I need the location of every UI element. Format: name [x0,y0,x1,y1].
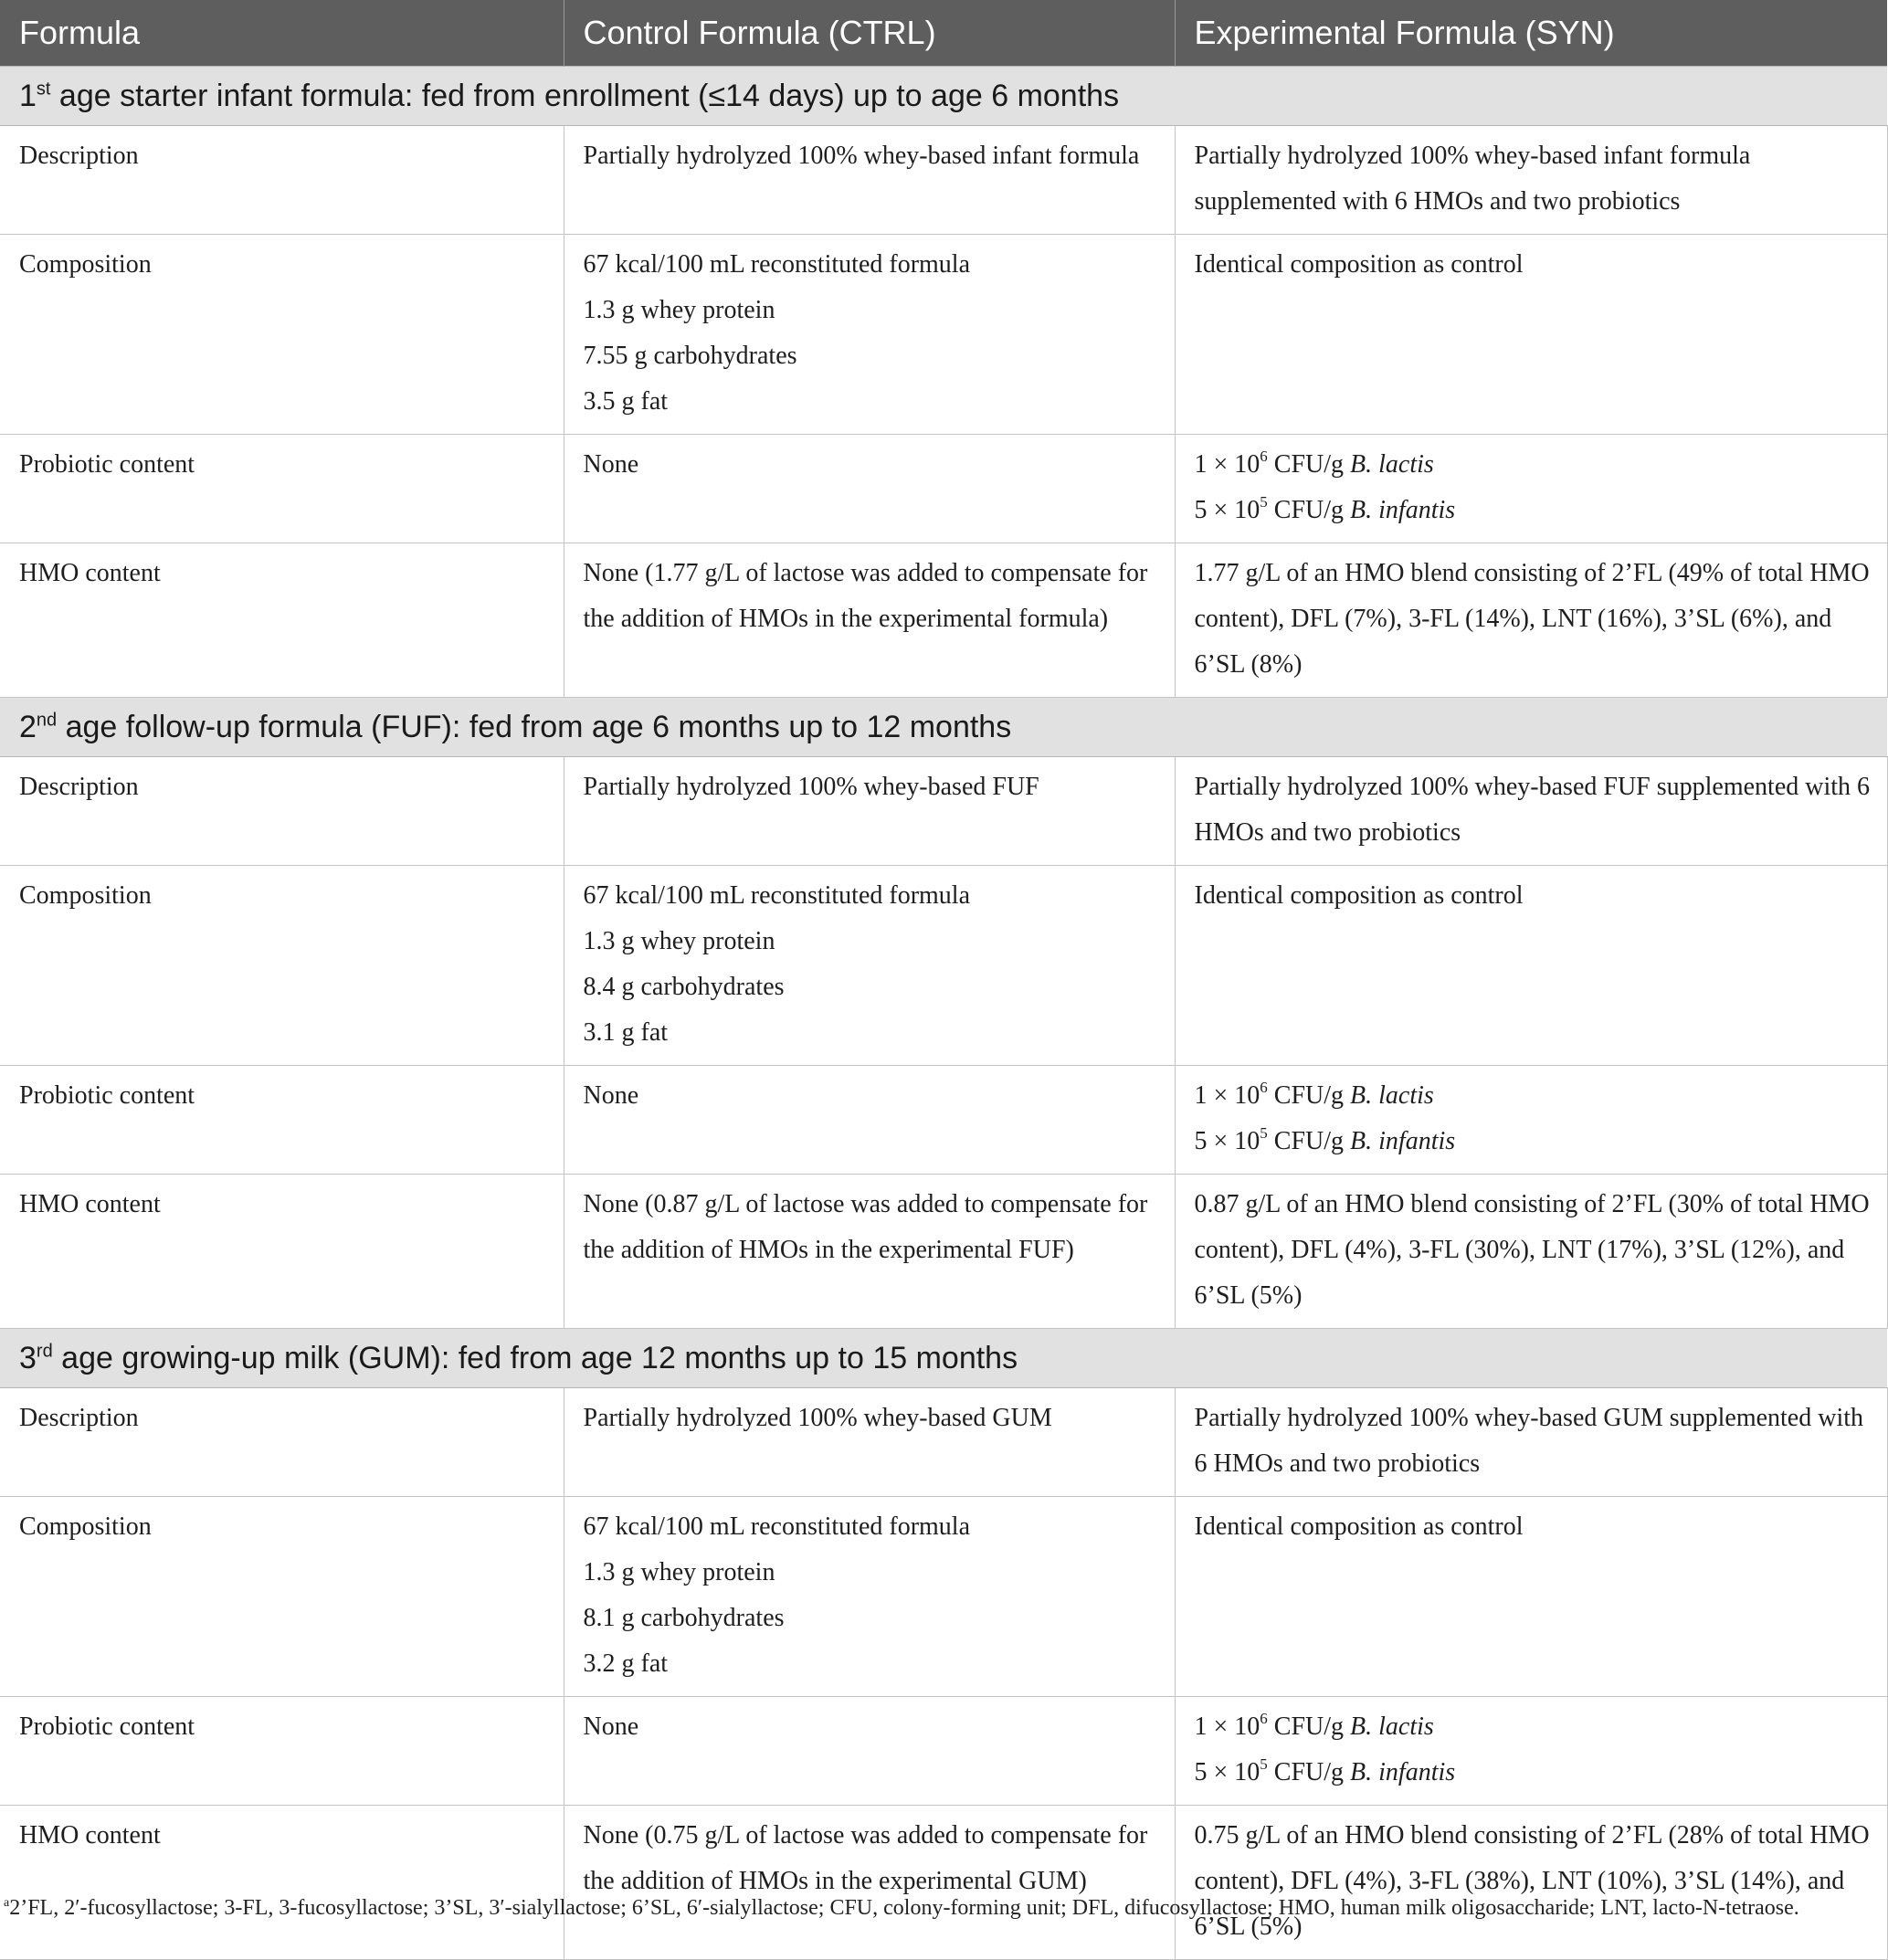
probiotic-unit: CFU/g [1267,1127,1351,1155]
probiotic-species: B. infantis [1350,1127,1456,1155]
composition-line: 1.3 g whey protein [583,927,775,955]
section-title-text: age growing-up milk (GUM): fed from age 12 months up to 15 months [52,1340,1018,1375]
experimental-cell: Identical composition as control [1175,235,1887,435]
section-title-text: age follow-up formula (FUF): fed from age 6 months up to 12 months [57,709,1012,744]
probiotic-unit: CFU/g [1267,1081,1351,1110]
table-row [0,435,1887,543]
footnote-text: 2’FL, 2′-fucosyllactose; 3-FL, 3-fucosyllactose; 3’SL, 3′-sialyllactose; 6’SL, 6′-sialyllactose; CFU, colony-forming unit; DFL, difucosyllactose; HMO, human milk oligosaccharide; LNT, lacto-N-tetraose. [9,1896,1799,1920]
section-ordinal: 2 [19,709,37,744]
section-title [0,67,1887,126]
table-row [0,235,1887,435]
control-cell [564,235,1175,435]
composition-line: 3.5 g fat [583,387,669,416]
probiotic-line [1195,488,1874,533]
composition-line: 8.4 g carbohydrates [583,973,785,1001]
experimental-cell: Identical composition as control [1175,1497,1887,1697]
section-title [0,698,1887,757]
probiotic-count: 5 × 10 [1194,1758,1260,1786]
control-cell: None [564,435,1175,543]
composition-line: 7.55 g carbohydrates [583,342,797,370]
footnote-marker: a [4,1896,10,1910]
section-ordinal-suffix: rd [36,1341,53,1362]
experimental-cell [1175,435,1887,543]
composition-line: 3.2 g fat [583,1649,669,1678]
control-cell [564,1497,1175,1697]
control-cell: None [564,1697,1175,1806]
table-row [0,1175,1887,1329]
row-label: Composition [0,235,564,435]
probiotic-unit: CFU/g [1267,1712,1351,1741]
composition-line: 67 kcal/100 mL reconstituted formula [583,881,971,910]
probiotic-exponent: 6 [1260,447,1268,465]
table-row [0,1697,1887,1806]
probiotic-exponent: 5 [1260,492,1268,511]
experimental-cell: Identical composition as control [1175,866,1887,1066]
probiotic-line [1195,1750,1874,1796]
table-row [0,1066,1887,1175]
probiotic-species: B. lactis [1350,1081,1434,1110]
probiotic-line [1195,1704,1874,1750]
control-cell [564,866,1175,1066]
row-label: HMO content [0,1175,564,1329]
experimental-cell: Partially hydrolyzed 100% whey-based GUM supplemented with 6 HMOs and two probiotics [1175,1388,1887,1497]
composition-line: 3.1 g fat [583,1018,669,1047]
table-row [0,1497,1887,1697]
probiotic-exponent: 5 [1260,1755,1268,1773]
probiotic-unit: CFU/g [1267,450,1351,479]
header-formula: Formula [0,0,564,67]
control-cell: None (0.87 g/L of lactose was added to compensate for the addition of HMOs in the experimental FUF) [564,1175,1175,1329]
table-footnote [0,1887,1883,1924]
table-row [0,757,1887,866]
control-cell: None (1.77 g/L of lactose was added to compensate for the addition of HMOs in the experimental formula) [564,543,1175,698]
control-cell: None [564,1066,1175,1175]
section-header-3rd-age [0,1329,1887,1388]
control-cell: Partially hydrolyzed 100% whey-based FUF [564,757,1175,866]
row-label: HMO content [0,1806,564,1960]
table-row [0,126,1887,235]
section-header-1st-age [0,67,1887,126]
experimental-cell: Partially hydrolyzed 100% whey-based infant formula supplemented with 6 HMOs and two probiotics [1175,126,1887,235]
section-ordinal-suffix: nd [36,710,58,731]
section-header-2nd-age [0,698,1887,757]
probiotic-line [1195,442,1874,488]
probiotic-species: B. lactis [1350,1712,1434,1741]
probiotic-count: 1 × 10 [1194,1081,1260,1110]
experimental-cell [1175,1697,1887,1806]
section-title-text: age starter infant formula: fed from enrollment (≤14 days) up to age 6 months [50,78,1120,113]
row-label: Probiotic content [0,435,564,543]
table-row [0,1388,1887,1497]
probiotic-line [1195,1073,1874,1119]
experimental-cell: 1.77 g/L of an HMO blend consisting of 2’FL (49% of total HMO content), DFL (7%), 3-FL (14%), LNT (16%), 3’SL (6%), and 6’SL (8%) [1175,543,1887,698]
control-cell: Partially hydrolyzed 100% whey-based GUM [564,1388,1175,1497]
probiotic-line [1195,1119,1874,1164]
probiotic-count: 5 × 10 [1194,1127,1260,1155]
experimental-cell: Partially hydrolyzed 100% whey-based FUF supplemented with 6 HMOs and two probiotics [1175,757,1887,866]
row-label: Composition [0,1497,564,1697]
probiotic-count: 1 × 10 [1194,450,1260,479]
probiotic-exponent: 6 [1260,1078,1268,1096]
probiotic-count: 1 × 10 [1194,1712,1260,1741]
composition-line: 1.3 g whey protein [583,296,775,324]
header-control: Control Formula (CTRL) [564,0,1175,67]
composition-line: 8.1 g carbohydrates [583,1604,785,1632]
row-label: Probiotic content [0,1697,564,1806]
probiotic-species: B. infantis [1350,1758,1456,1786]
probiotic-species: B. lactis [1350,450,1434,479]
experimental-cell: 0.87 g/L of an HMO blend consisting of 2’FL (30% of total HMO content), DFL (4%), 3-FL (30%), LNT (17%), 3’SL (12%), and 6’SL (5%) [1175,1175,1887,1329]
row-label: Probiotic content [0,1066,564,1175]
section-ordinal: 1 [19,78,37,113]
table-row [0,543,1887,698]
row-label: Description [0,757,564,866]
probiotic-exponent: 6 [1260,1709,1268,1727]
composition-line: 67 kcal/100 mL reconstituted formula [583,1512,971,1541]
composition-line: 1.3 g whey protein [583,1558,775,1586]
section-ordinal: 3 [19,1340,37,1375]
section-ordinal-suffix: st [36,79,51,100]
probiotic-unit: CFU/g [1267,1758,1351,1786]
control-cell: Partially hydrolyzed 100% whey-based infant formula [564,126,1175,235]
table-row [0,866,1887,1066]
section-title [0,1329,1887,1388]
control-cell: None (0.75 g/L of lactose was added to compensate for the addition of HMOs in the experimental GUM) [564,1806,1175,1960]
experimental-cell [1175,1066,1887,1175]
probiotic-unit: CFU/g [1267,496,1351,524]
probiotic-species: B. infantis [1350,496,1456,524]
table-header-row [0,0,1887,67]
row-label: Composition [0,866,564,1066]
row-label: Description [0,1388,564,1497]
row-label: HMO content [0,543,564,698]
header-experimental: Experimental Formula (SYN) [1175,0,1887,67]
composition-line: 67 kcal/100 mL reconstituted formula [583,250,971,279]
row-label: Description [0,126,564,235]
probiotic-count: 5 × 10 [1194,496,1260,524]
probiotic-exponent: 5 [1260,1123,1268,1142]
experimental-cell: 0.75 g/L of an HMO blend consisting of 2’FL (28% of total HMO content), DFL (4%), 3-FL (38%), LNT (10%), 3’SL (14%), and 6’SL (5%) [1175,1806,1887,1960]
table-row [0,1806,1887,1960]
